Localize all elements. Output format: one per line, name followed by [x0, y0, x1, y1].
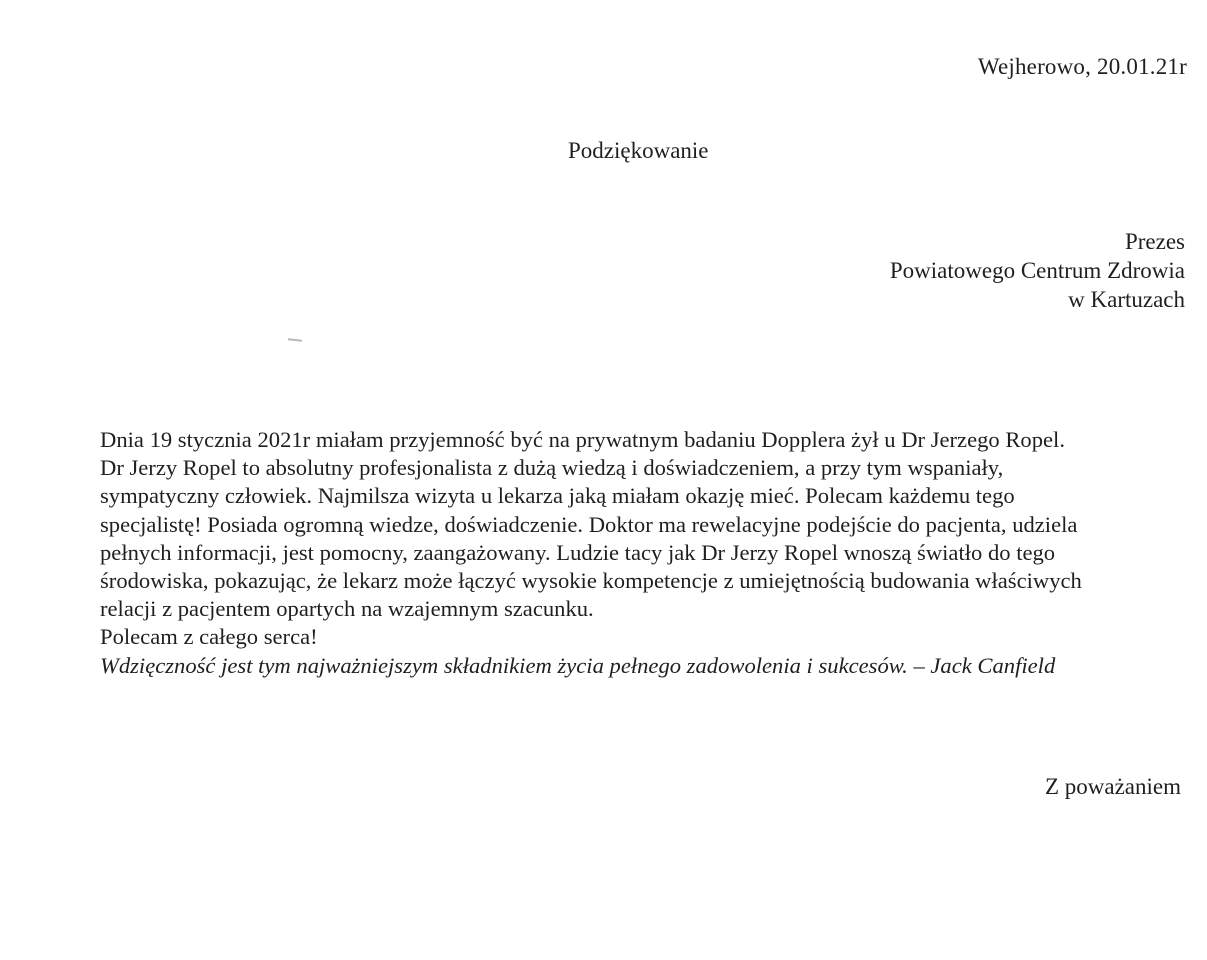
letter-closing: Z poważaniem	[1044, 774, 1181, 799]
scan-artifact	[288, 338, 302, 341]
body-line: specjalistę! Posiada ogromną wiedze, doświadczenie. Doktor ma rewelacyjne podejście do pacjenta, udziela	[100, 511, 1078, 537]
recipient-line-location: w Kartuzach	[1068, 287, 1185, 312]
quote-line: Wdzięczność jest tym najważniejszym składnikiem życia pełnego zadowolenia i sukcesów. – Jack Canfield	[100, 652, 1056, 678]
body-line: Polecam z całego serca!	[100, 624, 318, 650]
body-line: Dnia 19 stycznia 2021r miałam przyjemność być na prywatnym badaniu Dopplera żył u Dr Jerzego Ropel.	[100, 427, 1065, 452]
recipient-line-institution: Powiatowego Centrum Zdrowia	[889, 258, 1185, 283]
body-line: Dr Jerzy Ropel to absolutny profesjonalista z dużą wiedzą i doświadczeniem, a przy tym wspaniały,	[100, 455, 1004, 481]
body-line: sympatyczny człowiek. Najmilsza wizyta u lekarza jaką miałam okazję mieć. Polecam każdemu tego	[100, 483, 1015, 509]
body-line: pełnych informacji, jest pomocny, zaangażowany. Ludzie tacy jak Dr Jerzy Ropel wnoszą światło do tego	[100, 539, 1056, 565]
recipient-line-position: Prezes	[1124, 229, 1185, 254]
letter-body	[100, 426, 1200, 680]
letter-title: Podziękowanie	[568, 138, 709, 163]
body-line: środowiska, pokazując, że lekarz może łączyć wysokie kompetencje z umiejętnością budowania właściwych	[100, 568, 1082, 594]
body-line: relacji z pacjentem opartych na wzajemnym szacunku.	[100, 596, 594, 622]
letter-date: Wejherowo, 20.01.21r	[977, 54, 1187, 79]
recipient-block	[890, 227, 1185, 314]
